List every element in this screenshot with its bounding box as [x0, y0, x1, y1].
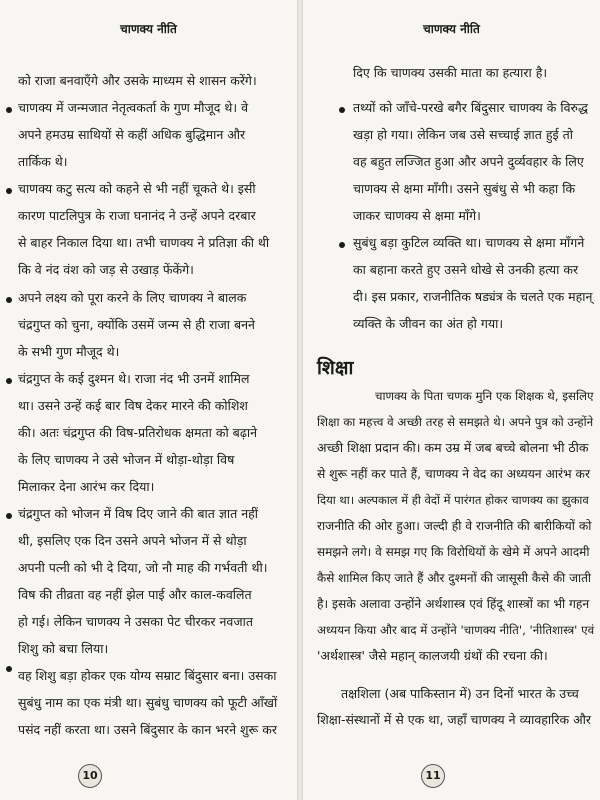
text-line: का बहाना करते हुए उसने धोखे से उनकी हत्या कर [353, 262, 579, 277]
text-line: कि वे नंद वंश को जड़ से उखाड़ फेंकेंगे। [18, 262, 194, 277]
text-line: तक्षशिला (अब पाकिस्तान में) उन दिनों भारत के उच्च [341, 686, 579, 701]
bullet-icon [6, 297, 12, 303]
text-line: को राजा बनवाएँगे और उसके माध्यम से शासन करेंगे। [18, 73, 257, 88]
text-line: अपने लक्ष्य को पूरा करने के लिए चाणक्य ने बालक [18, 290, 247, 305]
text-line: सुबंधु बड़ा कुटिल व्यक्ति था। चाणक्य से क्षमा माँगने [353, 235, 585, 250]
bullet-icon [6, 188, 12, 194]
right-page-body [303, 0, 600, 800]
bullet-icon [6, 666, 12, 672]
text-line: व्यक्ति के जीवन का अंत हो गया। [353, 316, 504, 331]
text-line: हो गई। लेकिन चाणक्य ने उसका पेट चीरकर नवजात [18, 614, 253, 629]
right-page-header: चाणक्य नीति [423, 22, 480, 36]
text-line: राजनीति की ओर हुआ। जल्दी ही वे राजनीति की बारीकियों को [317, 519, 592, 533]
text-line: शिक्षा-संस्थानों में से एक था, जहाँ चाणक्य ने व्यावहारिक और [317, 712, 591, 727]
text-line: तथ्यों को जाँचे-परखे बगैर बिंदुसार चाणक्य के विरुद्ध [353, 100, 588, 115]
text-line: कारण पाटलिपुत्र के राजा घनानंद ने उन्हें अपने दरबार [18, 208, 256, 223]
text-line: सुबंधु नाम का एक मंत्री था। सुबंधु चाणक्य को फूटी आँखों [18, 695, 278, 710]
text-line: खड़ा हो गया। लेकिन जब उसे सच्चाई ज्ञात हुई तो [353, 127, 573, 142]
text-line: अध्ययन किया और बाद में उन्होंने 'चाणक्य नीति', 'नीतिशास्त्र' एवं [317, 623, 595, 637]
text-line: वह बहुत लज्जित हुआ और अपने दुर्व्यवहार के लिए [353, 154, 584, 169]
text-line: दिया था। अल्पकाल में ही वेदों में पारंगत होकर चाणक्य का झुकाव [317, 493, 589, 507]
text-line: तार्किक थे। [18, 154, 68, 169]
text-line: से शुरू नहीं कर पाते हैं, चाणक्य ने वेद का अध्ययन आरंभ कर [317, 467, 590, 481]
page-number: 10 [78, 764, 102, 788]
text-line: चंद्रगुप्त को चुना, क्योंकि उसमें जन्म से ही राजा बनने [18, 317, 255, 332]
text-line: जाकर चाणक्य से क्षमा माँगे। [353, 208, 481, 223]
bullet-icon [339, 242, 345, 248]
text-line: है। इसके अलावा उन्होंने अर्थशास्त्र एवं हिंदू शास्त्रों का भी गहन [317, 597, 590, 611]
text-line: था। उसने उन्हें कई बार विष देकर मारने की कोशिश [18, 398, 248, 413]
text-line: चाणक्य में जन्मजात नेतृत्वकर्ता के गुण मौजूद थे। वे [18, 100, 249, 115]
bullet-icon [6, 378, 12, 384]
text-line: चाणक्य के पिता चणक मुनि एक शिक्षक थे, इसलिए [375, 389, 594, 403]
text-line: शिक्षा का महत्त्व वे अच्छी तरह से समझते थे। अपने पुत्र को उन्होंने [317, 415, 594, 429]
text-line: अपनी पत्नी को भी दे दिया, जो नौ माह की गर्भवती थी। [18, 560, 268, 575]
text-line: समझने लगे। वे समझ गए कि विरोधियों के खेमे में अपने आदमी [317, 545, 590, 559]
left-page [0, 0, 297, 800]
text-line: वह शिशु बड़ा होकर एक योग्य सम्राट बिंदुसार बना। उसका [18, 668, 277, 683]
text-line: के लिए चाणक्य ने उसे भोजन में थोड़ा-थोड़ा विष [18, 452, 235, 467]
text-line: कैसे शामिल किए जाते हैं और दुश्मनों की जासूसी कैसे की जाती [317, 571, 592, 585]
text-line: पसंद नहीं करता था। उसने बिंदुसार के कान भरने शुरू कर [18, 722, 277, 737]
left-page-header: चाणक्य नीति [120, 22, 177, 36]
right-page [303, 0, 600, 800]
text-line: अच्छी शिक्षा प्रदान की। कम उम्र में जब बच्चे बोलना भी ठीक [317, 440, 589, 455]
text-line: शिशु को बचा लिया। [18, 641, 109, 656]
text-line: मिलाकर देना आरंभ कर दिया। [18, 479, 155, 494]
text-line: के सभी गुण मौजूद थे। [18, 344, 120, 359]
text-line: 'अर्थशास्त्र' जैसे महान् कालजयी ग्रंथों की रचना की। [317, 648, 548, 663]
text-line: अपने हमउम्र साथियों से कहीं अधिक बुद्धिमान और [18, 127, 246, 142]
page-number: 11 [421, 764, 445, 788]
bullet-icon [6, 513, 12, 519]
left-page-body [0, 0, 297, 800]
text-line: चाणक्य से क्षमा माँगी। उसने सुबंधु से भी कहा कि [353, 181, 576, 196]
bullet-icon [6, 107, 12, 113]
text-line: थी, इसलिए एक दिन उसने अपने भोजन में से थोड़ा [18, 533, 247, 548]
section-title: शिक्षा [317, 357, 354, 379]
bullet-icon [339, 107, 345, 113]
text-line: की। अतः चंद्रगुप्त की विष-प्रतिरोधक क्षमता को बढ़ाने [18, 425, 258, 440]
text-line: चाणक्य कटु सत्य को कहने से भी नहीं चूकते थे। इसी [18, 181, 256, 196]
text-line: चंद्रगुप्त के कई दुश्मन थे। राजा नंद भी उनमें शामिल [18, 371, 250, 386]
text-line: से बाहर निकाल दिया था। तभी चाणक्य ने प्रतिज्ञा की थी [18, 235, 270, 250]
text-line: दिए कि चाणक्य उसकी माता का हत्यारा है। [353, 65, 548, 80]
text-line: चंद्रगुप्त को भोजन में विष दिए जाने की बात ज्ञात नहीं [18, 506, 259, 521]
text-line: दी। इस प्रकार, राजनीतिक षड्यंत्र के चलते एक महान् [353, 289, 593, 304]
text-line: विष की तीव्रता वह नहीं झेल पाई और काल-कवलित [18, 587, 252, 602]
